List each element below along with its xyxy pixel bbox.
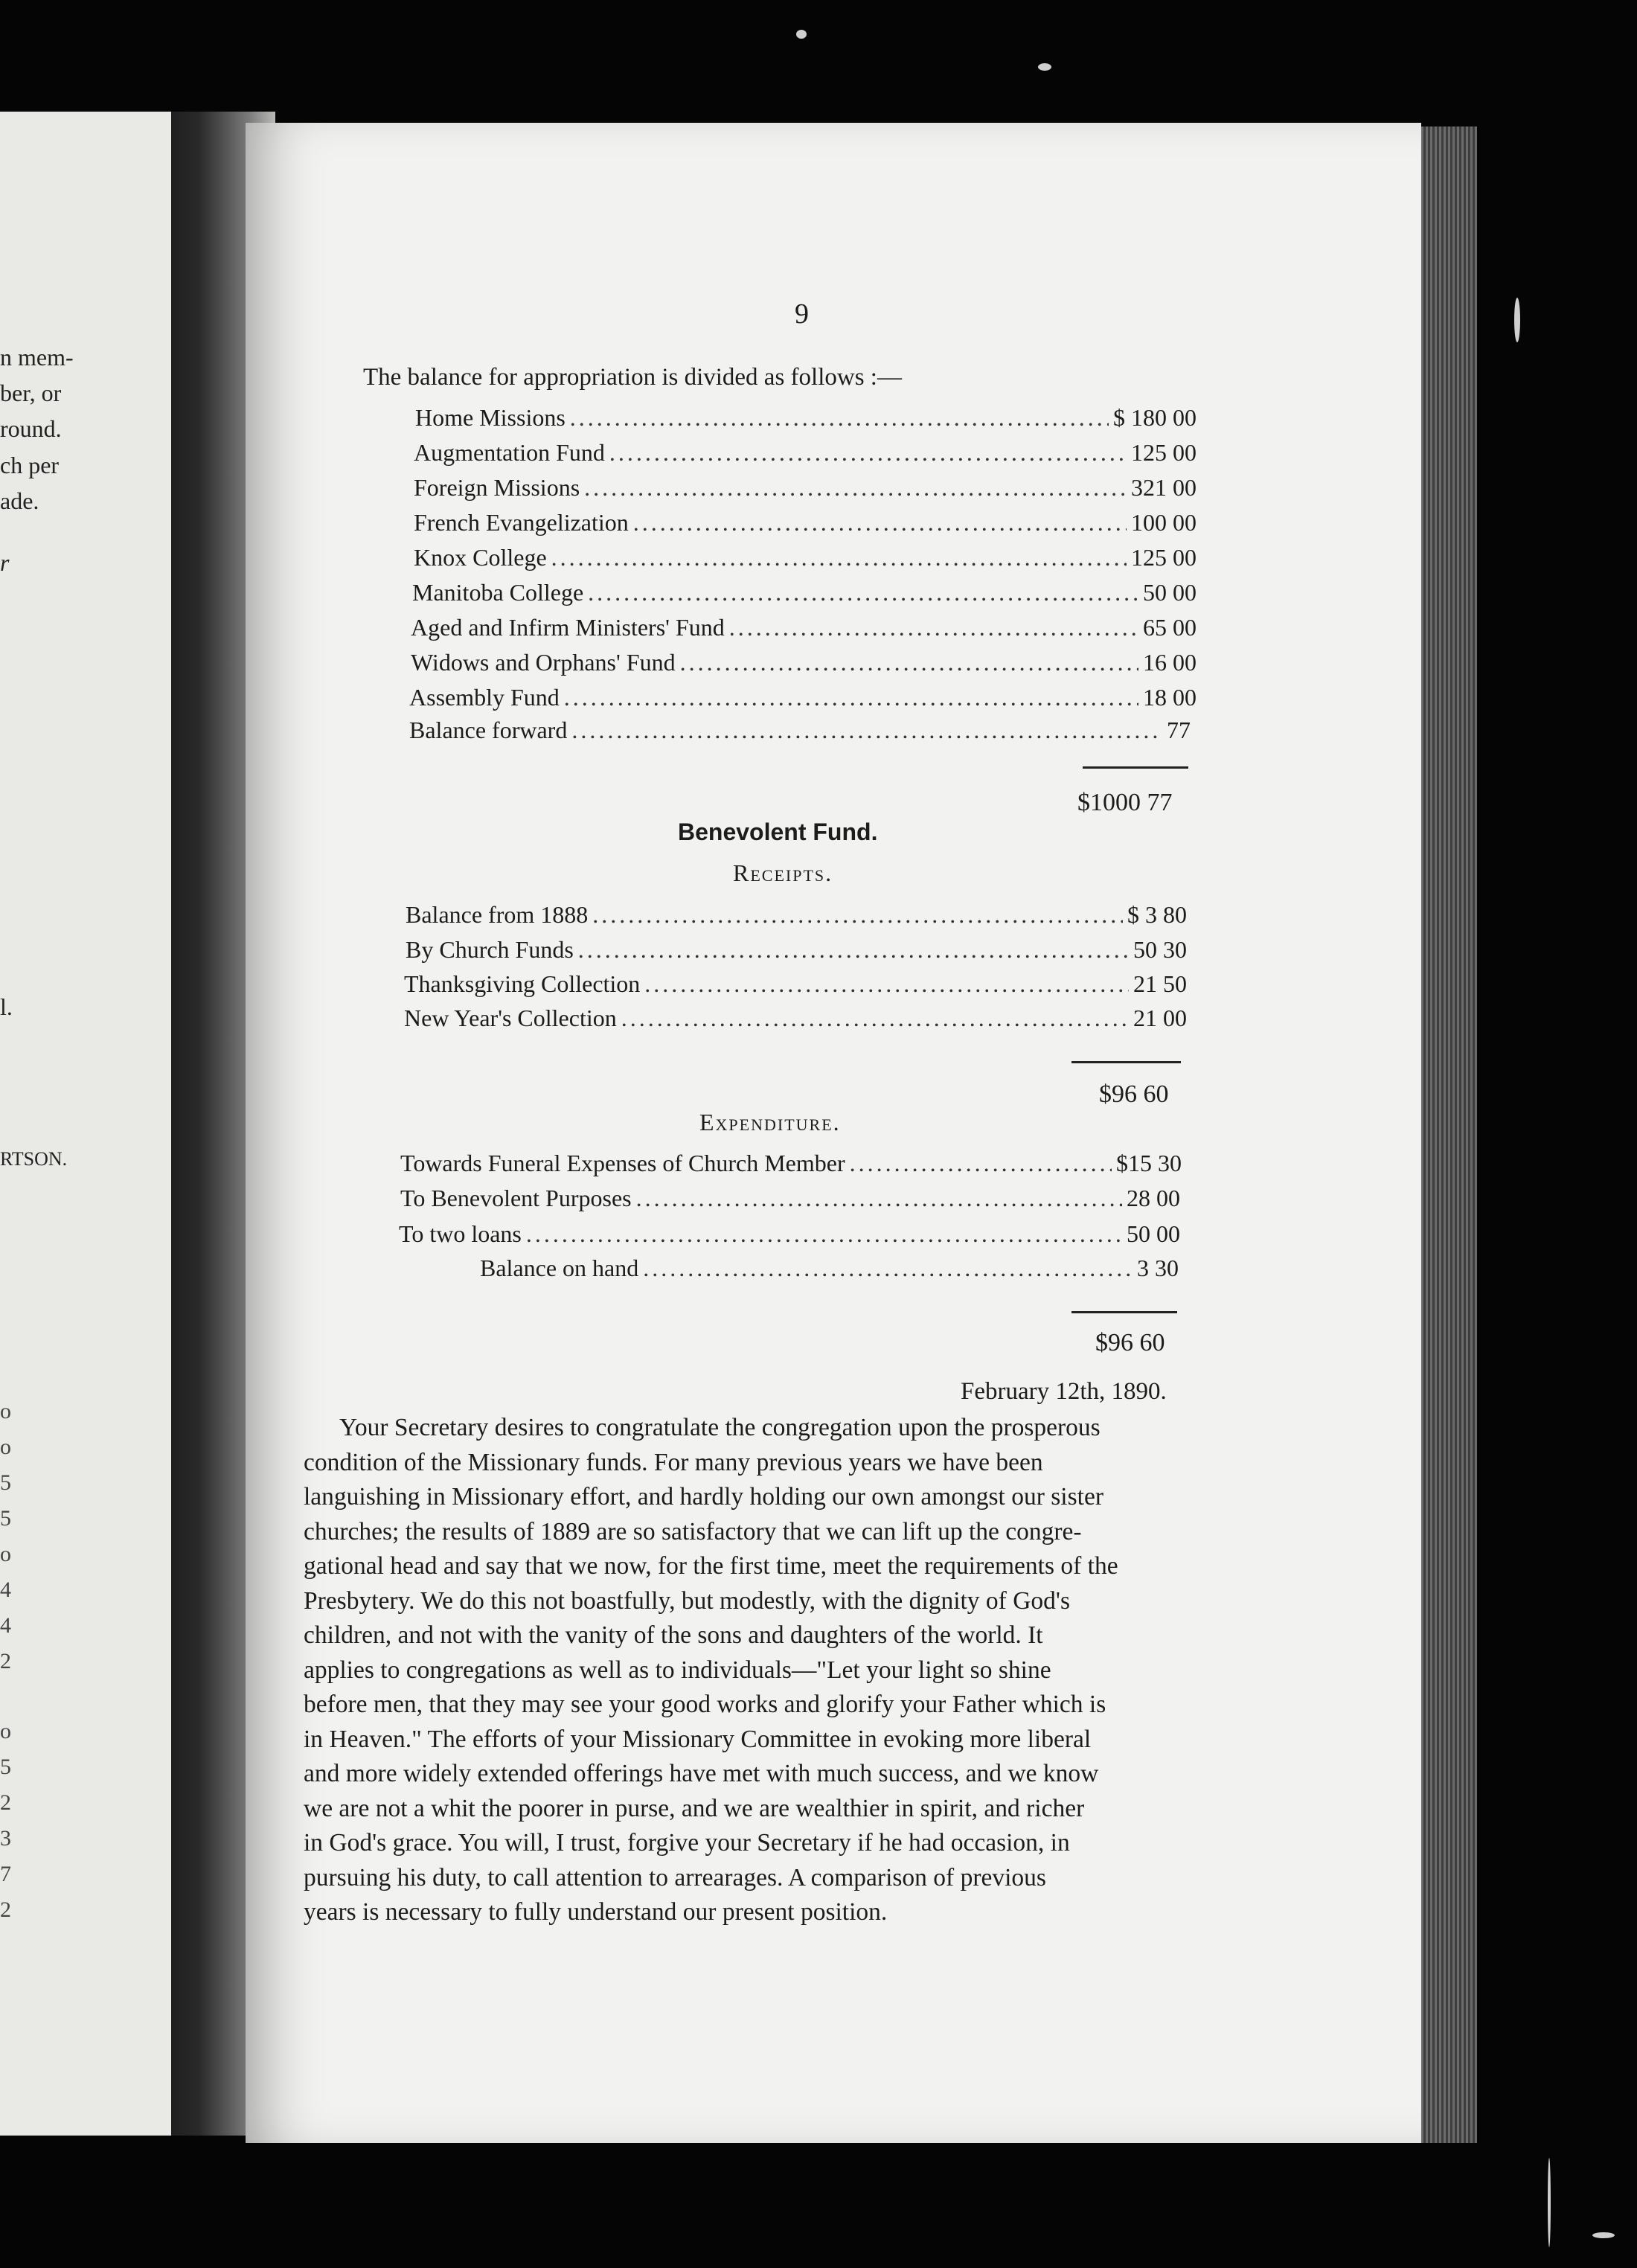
scan-dust — [1548, 2158, 1551, 2247]
left-page-fragment: round. — [0, 415, 62, 442]
item-label: New Year's Collection — [404, 1005, 617, 1031]
item-label: Balance on hand — [480, 1255, 639, 1281]
leader-dots — [551, 544, 1127, 571]
item-label: Thanksgiving Collection — [404, 970, 641, 997]
item-amount: 77 — [1167, 717, 1191, 743]
receipt-row — [406, 901, 1187, 929]
report-date: February 12th, 1890. — [961, 1378, 1167, 1405]
appropriation-row — [409, 717, 1191, 744]
left-margin-mark: 2 — [0, 1649, 11, 1673]
total-rule — [1071, 1061, 1181, 1063]
left-margin-mark: 4 — [0, 1613, 11, 1638]
item-label: Widows and Orphans' Fund — [411, 649, 676, 676]
scan-dust — [796, 30, 807, 39]
item-amount: 50 30 — [1133, 936, 1187, 963]
left-page-fragment: l. — [0, 993, 13, 1020]
receipt-row — [404, 970, 1187, 998]
item-amount: 21 50 — [1133, 970, 1187, 997]
left-margin-mark: o — [0, 1719, 11, 1743]
left-margin-mark: o — [0, 1435, 11, 1459]
left-margin-mark: 2 — [0, 1790, 11, 1815]
paragraph-line: years is necessary to fully understand our present position. — [304, 1898, 888, 1926]
paragraph-line: in God's grace. You will, I trust, forgive your Secretary if he had occasion, in — [304, 1829, 1070, 1857]
appropriation-row — [414, 544, 1196, 571]
leader-dots — [570, 404, 1109, 432]
leader-dots — [571, 717, 1162, 744]
leader-dots — [609, 439, 1127, 467]
total-rule — [1083, 766, 1188, 769]
left-margin-mark: o — [0, 1399, 11, 1423]
left-margin-mark: 5 — [0, 1755, 11, 1779]
leader-dots — [636, 1185, 1122, 1212]
item-amount: $ 180 00 — [1113, 404, 1196, 431]
expenditure-row — [480, 1255, 1179, 1282]
leader-dots — [680, 649, 1138, 676]
scan-dust — [1514, 298, 1520, 342]
item-label: Balance from 1888 — [406, 901, 589, 928]
left-margin-mark: o — [0, 1542, 11, 1566]
left-page-fragment: ber, or — [0, 379, 62, 406]
leader-dots — [729, 614, 1138, 641]
item-label: Manitoba College — [412, 579, 584, 606]
paragraph-line: gational head and say that we now, for the first time, meet the requirements of the — [304, 1552, 1118, 1580]
expenditure-heading: Expenditure. — [699, 1109, 841, 1135]
item-amount: $ 3 80 — [1127, 901, 1187, 928]
left-page-fragment: r — [0, 549, 10, 576]
receipts-total: $96 60 — [1099, 1080, 1169, 1108]
left-margin-mark: 3 — [0, 1826, 11, 1851]
expenditure-row — [399, 1220, 1180, 1248]
paragraph-line: and more widely extended offerings have met with much success, and we know — [304, 1760, 1099, 1787]
item-label: Home Missions — [415, 404, 566, 431]
paragraph-line: churches; the results of 1889 are so satisfactory that we can lift up the congre- — [304, 1517, 1082, 1545]
leader-dots — [526, 1220, 1122, 1248]
scan-dust — [1038, 63, 1051, 71]
left-page-fragment: RTSON. — [0, 1148, 68, 1170]
paragraph-line: Your Secretary desires to congratulate the congregation upon the prosperous — [339, 1414, 1101, 1441]
paragraph-line: pursuing his duty, to call attention to arrearages. A comparison of previous — [304, 1863, 1046, 1891]
page-number: 9 — [795, 298, 809, 330]
item-label: By Church Funds — [406, 936, 574, 963]
item-label: To two loans — [399, 1220, 522, 1247]
paragraph-line: condition of the Missionary funds. For many previous years we have been — [304, 1448, 1043, 1476]
item-label: Knox College — [414, 544, 547, 571]
left-margin-mark: 7 — [0, 1862, 11, 1886]
appropriation-row — [409, 684, 1196, 711]
appropriation-row — [414, 439, 1196, 467]
appropriation-row — [412, 579, 1196, 606]
paragraph-line: before men, that they may see your good works and glorify your Father which is — [304, 1691, 1106, 1718]
item-label: To Benevolent Purposes — [400, 1185, 632, 1211]
left-margin-mark: 2 — [0, 1897, 11, 1922]
paragraph-line: languishing in Missionary effort, and hardly holding our own amongst our sister — [304, 1483, 1103, 1511]
appropriation-row — [415, 404, 1196, 432]
appropriation-row — [411, 614, 1196, 641]
expenditure-row — [400, 1185, 1180, 1212]
left-margin-mark: 5 — [0, 1506, 11, 1531]
paragraph-line: applies to congregations as well as to individuals—"Let your light so shine — [304, 1656, 1051, 1684]
benevolent-fund-title: Benevolent Fund. — [678, 819, 878, 845]
item-label: Foreign Missions — [414, 474, 580, 501]
leader-dots — [850, 1150, 1112, 1177]
left-page-fragment: ch per — [0, 452, 60, 478]
leader-dots — [644, 970, 1129, 998]
item-amount: 16 00 — [1143, 649, 1196, 676]
item-amount: 321 00 — [1131, 474, 1196, 501]
leader-dots — [592, 901, 1123, 929]
appropriation-total: $1000 77 — [1077, 789, 1173, 816]
item-amount: 28 00 — [1127, 1185, 1180, 1211]
item-amount: 50 00 — [1127, 1220, 1180, 1247]
secretary-report-paragraph — [304, 1411, 1260, 1930]
expenditure-row — [400, 1150, 1182, 1177]
leader-dots — [578, 936, 1129, 964]
appropriation-row — [411, 649, 1196, 676]
receipts-heading: Receipts. — [733, 859, 833, 886]
item-amount: 3 30 — [1137, 1255, 1179, 1281]
leader-dots — [584, 474, 1127, 502]
item-amount: 125 00 — [1131, 439, 1196, 466]
leader-dots — [633, 509, 1127, 536]
item-label: Balance forward — [409, 717, 568, 743]
item-label: Assembly Fund — [409, 684, 560, 711]
appropriation-intro: The balance for appropriation is divided as follows :— — [363, 364, 902, 391]
leader-dots — [643, 1255, 1133, 1282]
item-amount: 18 00 — [1143, 684, 1196, 711]
item-amount: $15 30 — [1116, 1150, 1182, 1176]
leader-dots — [564, 684, 1138, 711]
appropriation-row — [414, 509, 1196, 536]
paragraph-line: we are not a whit the poorer in purse, and we are wealthier in spirit, and richer — [304, 1794, 1085, 1822]
item-label: Towards Funeral Expenses of Church Member — [400, 1150, 845, 1176]
left-page-fragment: ade. — [0, 487, 39, 514]
receipt-row — [406, 936, 1187, 964]
paragraph-line: Presbytery. We do this not boastfully, but modestly, with the dignity of God's — [304, 1586, 1070, 1615]
leader-dots — [588, 579, 1138, 606]
item-label: French Evangelization — [414, 509, 629, 536]
item-label: Augmentation Fund — [414, 439, 605, 466]
paragraph-line: children, and not with the vanity of the sons and daughters of the world. It — [304, 1621, 1043, 1649]
item-amount: 21 00 — [1133, 1005, 1187, 1031]
left-margin-mark: 5 — [0, 1470, 11, 1495]
item-amount: 50 00 — [1143, 579, 1196, 606]
appropriation-row — [414, 474, 1196, 502]
left-page-fragment: n mem- — [0, 344, 74, 371]
item-label: Aged and Infirm Ministers' Fund — [411, 614, 725, 641]
total-rule — [1071, 1311, 1177, 1313]
expenditure-total: $96 60 — [1095, 1329, 1165, 1356]
scan-dust — [1592, 2232, 1615, 2238]
paragraph-line: in Heaven." The efforts of your Missionary Committee in evoking more liberal — [304, 1725, 1092, 1753]
receipt-row — [404, 1005, 1187, 1032]
item-amount: 65 00 — [1143, 614, 1196, 641]
leader-dots — [621, 1005, 1129, 1032]
item-amount: 125 00 — [1131, 544, 1196, 571]
item-amount: 100 00 — [1131, 509, 1196, 536]
left-margin-mark: 4 — [0, 1577, 11, 1602]
